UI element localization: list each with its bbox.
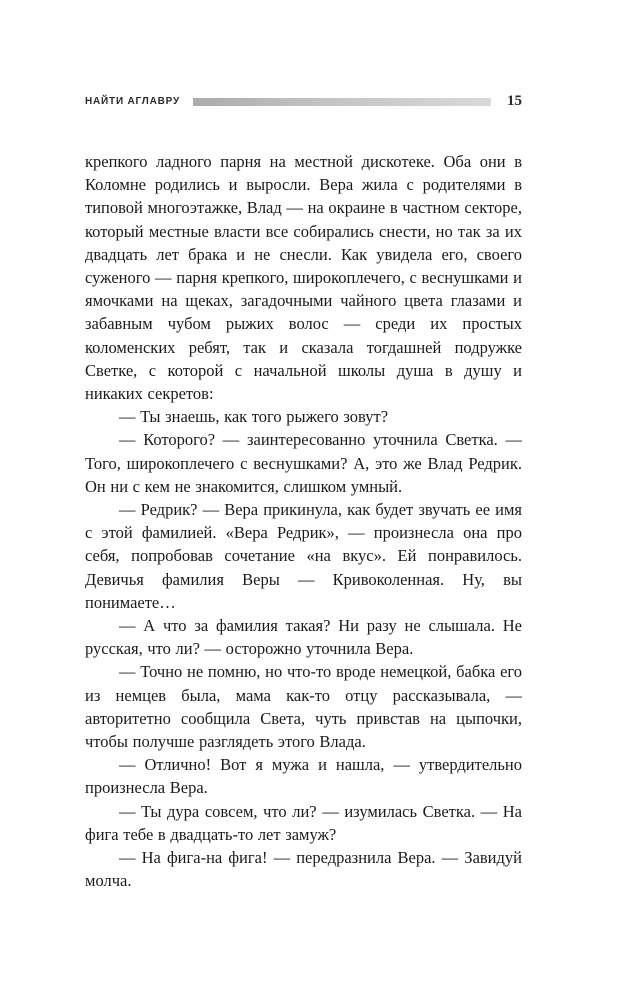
paragraph: — На фига-на фига! — передразнила Вера. — Завидуй молча.	[85, 848, 522, 891]
paragraph: — А что за фамилия такая? Ни разу не слышала. Не русская, что ли? — осторожно уточнила Вера.	[85, 616, 522, 659]
paragraph: — Ты знаешь, как того рыжего зовут?	[119, 407, 389, 427]
paragraph: — Точно не помню, но что-то вроде немецкой, бабка его из немцев была, мама как-то отцу рассказывала, — авторитетно сообщила Света, чуть привстав на цыпочки, чтобы получше разглядеть этого Влада.	[85, 662, 522, 752]
paragraph: — Редрик? — Вера прикинула, как будет звучать ее имя с этой фамилией. «Вера Редрик», — произнесла она про себя, попробовав сочетание «на вкус». Ей понравилось. Девичья фамилия Веры — Кривоколенная. Ну, вы понимаете…	[85, 500, 522, 612]
header-divider-bar	[193, 98, 491, 106]
paragraph: крепкого ладного парня на местной дискотеке. Оба они в Коломне родились и выросли. Вера жила с родителями в типовой многоэтажке, Влад — на окраине в частном секторе, который местные власти все собирались снести, но так за их двадцать лет брака и не снесли. Как увидела его, своего суженого — парня крепкого, широкоплечего, с веснушками и ямочками на щеках, загадочными чайного цвета глазами и забавным чубом рыжих волос — среди их простых коломенских ребят, так и сказала тогдашней подружке Светке, с которой с начальной школы душа в душу и никаких секретов:	[85, 152, 522, 404]
body-text	[85, 150, 522, 893]
page-number: 15	[507, 93, 522, 109]
page-header	[85, 93, 522, 110]
paragraph: — Которого? — заинтересованно уточнила Светка. — Того, широкоплечего с веснушками? А, это же Влад Редрик. Он ни с кем не знакомится, слишком умный.	[85, 430, 522, 496]
running-title: НАЙТИ АГЛАВРУ	[85, 96, 180, 107]
paragraph: — Ты дура совсем, что ли? — изумилась Светка. — На фига тебе в двадцать-то лет замуж?	[85, 801, 522, 844]
paragraph: — Отлично! Вот я мужа и нашла, — утвердительно произнесла Вера.	[85, 755, 522, 798]
